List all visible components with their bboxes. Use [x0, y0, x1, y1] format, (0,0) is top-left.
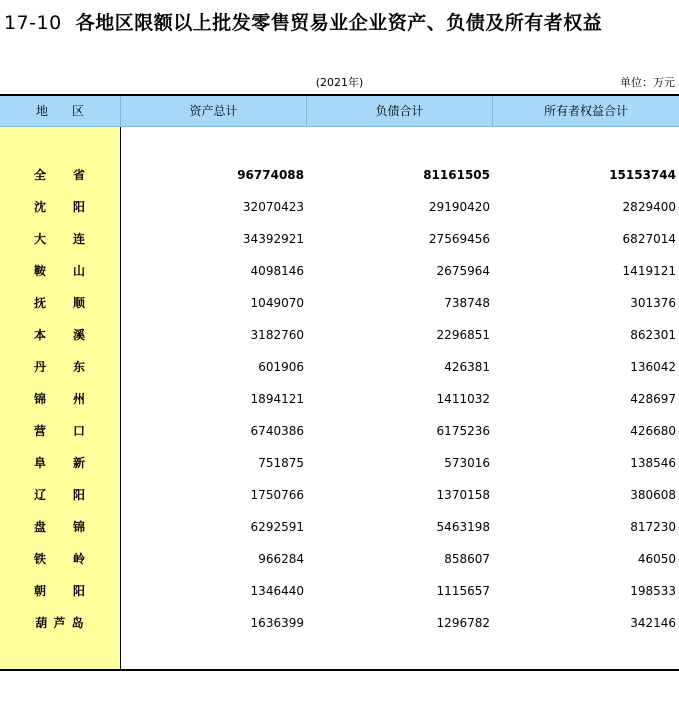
liabilities-cell: 27569456: [428, 232, 490, 246]
header-assets: 资产总计: [189, 104, 238, 118]
liabilities-cell: 738748: [444, 296, 490, 310]
assets-cell: 32070423: [242, 200, 304, 214]
assets-cell: 751875: [258, 456, 304, 470]
liabilities-cell: 1115657: [436, 584, 490, 598]
liabilities-cell: 29190420: [428, 200, 490, 214]
liabilities-cell: 573016: [444, 456, 490, 470]
liabilities-cell: 426381: [444, 360, 490, 374]
assets-cell: 4098146: [250, 264, 304, 278]
region-cell: 营 口: [33, 424, 86, 438]
equity-cell: 1419121: [622, 264, 676, 278]
region-cell: 铁 岭: [33, 552, 86, 566]
equity-cell: 342146: [630, 616, 676, 630]
assets-cell: 601906: [258, 360, 304, 374]
equity-cell: 862301: [630, 328, 676, 342]
equity-cell: 138546: [630, 456, 676, 470]
table-header: [0, 96, 679, 127]
liabilities-cell: 1296782: [436, 616, 490, 630]
equity-cell: 15153744: [609, 168, 676, 182]
region-cell: 大 连: [33, 232, 86, 246]
table-row: [0, 197, 679, 217]
table-row: [0, 549, 679, 569]
region-cell: 本 溪: [33, 328, 86, 342]
table-row: [0, 357, 679, 377]
header-region: 地 区: [35, 104, 84, 118]
equity-cell: 6827014: [622, 232, 676, 246]
table-bottom-rule: [0, 669, 679, 671]
table-row-total: [0, 165, 679, 185]
equity-cell: 428697: [630, 392, 676, 406]
assets-cell: 1894121: [250, 392, 304, 406]
table-row: [0, 453, 679, 473]
assets-cell: 96774088: [237, 168, 304, 182]
region-cell: 朝 阳: [33, 584, 86, 598]
table-row: [0, 261, 679, 281]
liabilities-cell: 858607: [444, 552, 490, 566]
region-cell: 锦 州: [33, 392, 86, 406]
equity-cell: 817230: [630, 520, 676, 534]
table-row: [0, 293, 679, 313]
equity-cell: 198533: [630, 584, 676, 598]
year-label: (2021年): [315, 76, 364, 89]
table-row: [0, 325, 679, 345]
assets-cell: 6740386: [250, 424, 304, 438]
table-row: [0, 581, 679, 601]
region-cell: 沈 阳: [33, 200, 86, 214]
liabilities-cell: 1411032: [436, 392, 490, 406]
region-cell: 阜 新: [33, 456, 86, 470]
liabilities-cell: 5463198: [436, 520, 490, 534]
assets-cell: 1750766: [250, 488, 304, 502]
region-cell: 盘 锦: [33, 520, 86, 534]
liabilities-cell: 6175236: [436, 424, 490, 438]
table-row: [0, 517, 679, 537]
region-cell: 全 省: [33, 168, 86, 182]
assets-cell: 966284: [258, 552, 304, 566]
table-number: 17-10: [4, 12, 62, 34]
table-row: [0, 485, 679, 505]
assets-cell: 1346440: [250, 584, 304, 598]
equity-cell: 136042: [630, 360, 676, 374]
liabilities-cell: 1370158: [436, 488, 490, 502]
header-equity: 所有者权益合计: [543, 104, 628, 118]
page-title: [4, 8, 602, 35]
table-row: [0, 421, 679, 441]
assets-cell: 34392921: [242, 232, 304, 246]
region-cell: 葫 芦 岛: [35, 616, 85, 630]
table-row: [0, 389, 679, 409]
unit-label: 单位：万元: [620, 76, 675, 89]
assets-cell: 3182760: [250, 328, 304, 342]
assets-cell: 6292591: [250, 520, 304, 534]
equity-cell: 426680: [630, 424, 676, 438]
equity-cell: 380608: [630, 488, 676, 502]
assets-cell: 1636399: [250, 616, 304, 630]
header-liabilities: 负债合计: [375, 104, 424, 118]
table-row: [0, 613, 679, 633]
liabilities-cell: 2296851: [436, 328, 490, 342]
liabilities-cell: 2675964: [436, 264, 490, 278]
assets-cell: 1049070: [250, 296, 304, 310]
region-cell: 丹 东: [33, 360, 86, 374]
table-title: 各地区限额以上批发零售贸易业企业资产、负债及所有者权益: [75, 12, 603, 34]
equity-cell: 2829400: [622, 200, 676, 214]
table-row: [0, 229, 679, 249]
liabilities-cell: 81161505: [423, 168, 490, 182]
equity-cell: 301376: [630, 296, 676, 310]
region-cell: 鞍 山: [33, 264, 86, 278]
equity-cell: 46050: [637, 552, 676, 566]
region-cell: 抚 顺: [33, 296, 86, 310]
region-cell: 辽 阳: [33, 488, 86, 502]
